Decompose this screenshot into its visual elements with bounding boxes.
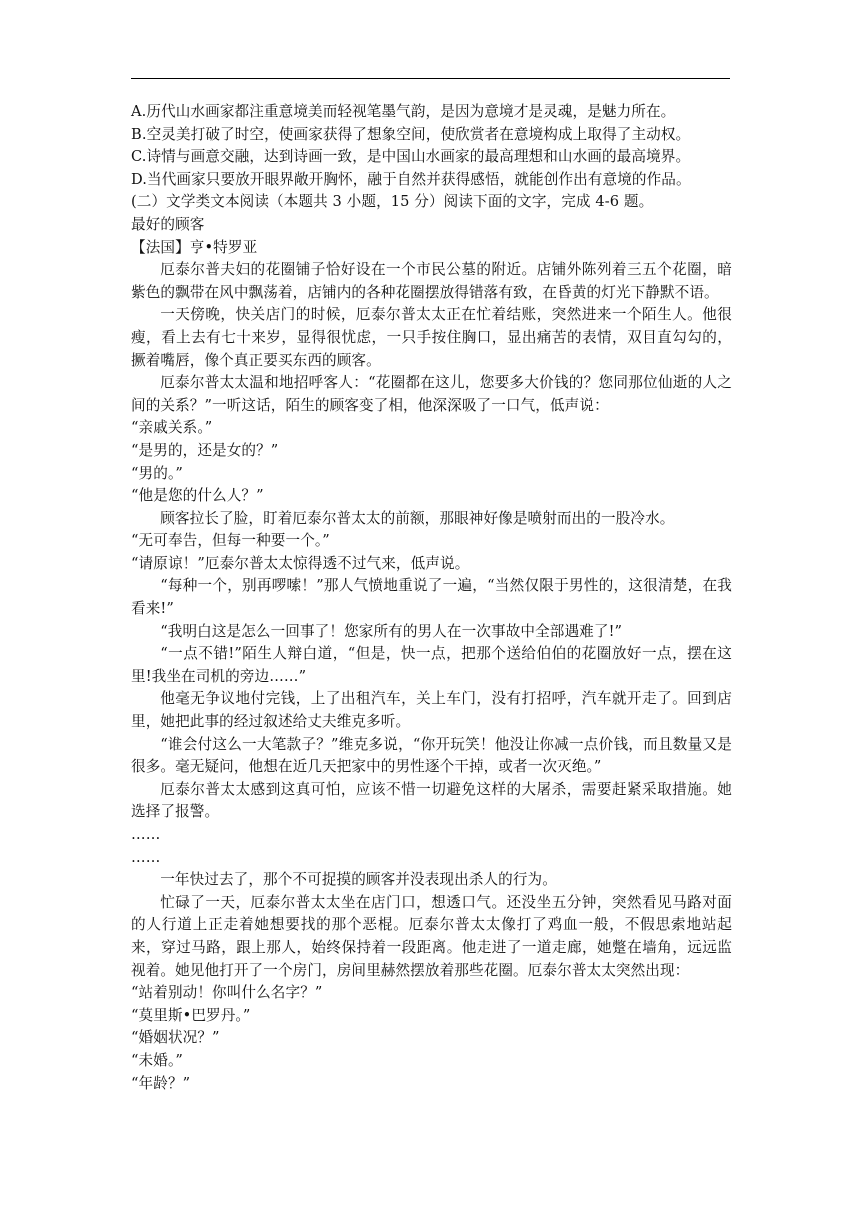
section-heading: (二）文学类文本阅读（本题共 3 小题，15 分）阅读下面的文字，完成 4-6 题。 [131,193,654,211]
story-paragraph: 顾客拉长了脸，盯着厄泰尔普太太的前额，那眼神好像是喷射而出的一股冷水。 [160,509,675,527]
dialogue-line: “是男的，还是女的？” [131,441,279,459]
dialogue-line: “亲戚关系。” [131,419,213,437]
story-paragraph: “每种一个，别再啰嗦！”那人气愤地重说了一遍，“当然仅限于男性的，这很清楚，在我看来!” [131,577,732,618]
document-body [131,101,732,1095]
story-title: 最好的顾客 [131,215,205,233]
story-paragraph: 厄泰尔普太太温和地招呼客人：“花圈都在这儿，您要多大价钱的？您同那位仙逝的人之间的关系？”一听这话，陌生的顾客变了相，他深深吸了一口气，低声说： [131,374,732,414]
dialogue-line: “站着别动！你叫什么名字？” [131,984,323,1002]
option-b: B.空灵美打破了时空，使画家获得了想象空间，使欣赏者在意境构成上取得了主动权。 [131,125,691,143]
story-paragraph: 厄泰尔普夫妇的花圈铺子恰好设在一个市民公墓的附近。店铺外陈列着三五个花圈，暗紫色的飘带在风中飘荡着，店铺内的各种花圈摆放得错落有致，在昏黄的灯光下静默不语。 [131,261,732,301]
dialogue-line: “无可奉告，但每一种要一个。” [131,532,330,550]
header-rule [131,78,730,79]
option-d: D.当代画家只要放开眼界敞开胸怀，融于自然并获得感悟，就能创作出有意境的作品。 [131,170,691,188]
story-paragraph: “我明白这是怎么一回事了！您家所有的男人在一次事故中全部遇难了!” [160,622,623,640]
dialogue-line: “未婚。” [131,1051,183,1069]
ellipsis-line: …… [131,826,161,843]
dialogue-line: “年龄？” [131,1074,191,1092]
dialogue-line: “他是您的什么人？” [131,487,264,505]
ellipsis-line: …… [131,848,161,866]
dialogue-line: “婚姻状况？” [131,1029,220,1047]
story-paragraph: 忙碌了一天，厄泰尔普太太坐在店门口，想透口气。还没坐五分钟，突然看见马路对面的人行道上正走着她想要找的那个恶棍。厄泰尔普太太像打了鸡血一般，不假思索地站起来，穿过马路，跟上那人，始终保持着一段距离。他走进了一道走廊，她蹩在墙角，远远监视着。她见他打开了一个房门，房间里赫然摆放着那些花圈。厄泰尔普太太突然出现： [131,893,732,979]
story-author: 【法国】亨•特罗亚 [131,238,258,256]
story-paragraph: 厄泰尔普太太感到这真可怕，应该不惜一切避免这样的大屠杀，需要赶紧采取措施。她选择了报警。 [131,780,732,821]
dialogue-line: “男的。” [131,464,183,482]
story-paragraph: 一年快过去了，那个不可捉摸的顾客并没表现出杀人的行为。 [160,871,557,889]
story-paragraph: “谁会付这么一大笔款子？”维克多说，“你开玩笑！他没让你减一点价钱，而且数量又是很多。毫无疑问，他想在近几天把家中的男性逐个干掉，或者一次灭绝。” [131,735,732,776]
story-paragraph: 他毫无争议地付完钱，上了出租汽车，关上车门，没有打招呼，汽车就开走了。回到店里，她把此事的经过叙述给丈夫维克多听。 [131,690,732,731]
dialogue-line: “莫里斯•巴罗丹。” [131,1006,251,1024]
dialogue-line: “请原谅！”厄泰尔普太太惊得透不过气来，低声说。 [131,554,470,572]
option-a: A.历代山水画家都注重意境美而轻视笔墨气韵，是因为意境才是灵魂，是魅力所在。 [131,103,676,120]
story-paragraph: “一点不错!”陌生人辩白道，“但是，快一点，把那个送给伯伯的花圈放好一点，摆在这里!我坐在司机的旁边……” [131,645,732,685]
option-c: C.诗情与画意交融，达到诗画一致，是中国山水画家的最高理想和山水画的最高境界。 [131,148,691,166]
story-paragraph: 一天傍晚，快关店门的时候，厄泰尔普太太正在忙着结账，突然进来一个陌生人。他很瘦，看上去有七十来岁，显得很忧虑，一只手按住胸口，显出痛苦的表情，双目直勾勾的，撅着嘴唇，像个真正要买东西的顾客。 [131,306,732,369]
